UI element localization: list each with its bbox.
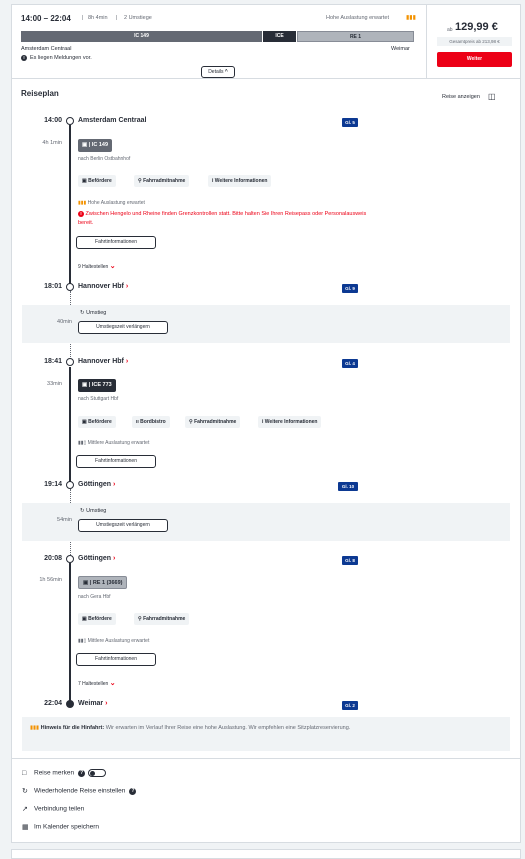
chip-fahrrad <box>134 613 189 625</box>
stop-node <box>66 358 74 366</box>
platform-badge: Gl. 4 <box>342 359 358 368</box>
next-connection-card <box>11 849 521 859</box>
stops-label: 7 Haltestellen <box>78 681 109 687</box>
note-title: Hinweis für die Hinfahrt: <box>40 725 105 731</box>
destination-node <box>66 700 74 708</box>
message-text: Es liegen Meldungen vor. <box>30 55 92 61</box>
price: 129,99 € <box>455 21 498 33</box>
train-icon: ▣ <box>83 580 89 586</box>
chip-label: Fahrradmitnahme <box>143 178 186 184</box>
share-icon: ↗ <box>22 806 28 813</box>
stop-node <box>66 283 74 291</box>
chip-label: Fahrradmitnahme <box>194 419 237 425</box>
platform-badge: Gl. 8 <box>342 556 358 565</box>
total-price: Gesamtpreis ab 213,98 € <box>437 37 512 46</box>
chevron-right-icon: › <box>125 283 129 290</box>
help-icon[interactable]: ? <box>80 769 84 776</box>
segment-ic: IC 149 <box>21 31 262 42</box>
plan-title: Reiseplan <box>21 89 59 98</box>
load-info <box>78 638 149 644</box>
departure-time: 14:00 <box>44 117 62 124</box>
chip-fahrrad <box>134 175 189 187</box>
info-icon: ▣ <box>82 178 87 184</box>
chip-label: Weitere Informationen <box>214 178 268 184</box>
bike-icon: ⚲ <box>138 178 142 184</box>
train-badge[interactable]: ▣ | IC 149 <box>78 139 112 152</box>
walk-icon: ↻ <box>80 508 85 514</box>
segment-ice: ICE <box>263 31 296 42</box>
leg-duration: 33min <box>47 381 62 387</box>
chip-fahrrad <box>185 416 240 428</box>
share-connection[interactable] <box>22 805 84 813</box>
load-label: Mittlere Auslastung erwartet <box>87 638 150 644</box>
warning-text: Zwischen Hengelo und Rheine finden Grenzkontrollen statt. Bitte halten Sie Ihren Reisepass oder Personalausweis bereit. <box>78 211 367 226</box>
chip-label: Bordbistro <box>140 419 166 425</box>
chevron-down-icon: ⌄ <box>109 263 116 270</box>
walk-icon: ↻ <box>80 310 85 316</box>
platform-badge: Gl. 2 <box>342 701 358 710</box>
stops-toggle[interactable] <box>78 679 116 687</box>
time-range: 14:00 – 22:04 <box>21 14 71 23</box>
chip-label: Fahrradmitnahme <box>143 616 186 622</box>
info-icon: ▣ <box>82 419 87 425</box>
details-label: Details <box>208 69 224 75</box>
high-load-icon: ▮▮▮ <box>406 15 416 21</box>
transfer-label <box>80 310 106 316</box>
train-number: ICE 773 <box>91 382 112 388</box>
cutlery-icon: ıı <box>136 419 139 425</box>
medium-load-icon: ▮▮▯ <box>78 440 87 446</box>
info-icon: ▣ <box>82 616 87 622</box>
transfer-box <box>22 305 510 343</box>
station-name[interactable] <box>78 555 115 562</box>
chevron-down-icon: ⌄ <box>109 680 116 687</box>
station-label: Hannover Hbf <box>78 358 124 365</box>
show-trip-link[interactable]: Reise anzeigen <box>442 94 480 100</box>
chevron-right-icon: › <box>113 555 116 562</box>
train-number: IC 149 <box>91 142 109 148</box>
transfer-label <box>80 508 106 514</box>
transfer-duration: 40min <box>57 319 72 325</box>
trip-note <box>22 717 510 751</box>
remember-label: Reise merken <box>34 769 75 777</box>
share-label: Verbindung teilen <box>34 805 85 813</box>
train-direction: nach Stuttgart Hbf <box>78 396 119 402</box>
chip-label: Befördere <box>88 616 112 622</box>
station-label: Göttingen <box>78 555 112 562</box>
stops-label: 9 Haltestellen <box>78 264 109 270</box>
leg-line <box>69 563 71 701</box>
separator: | <box>82 15 84 21</box>
leg-duration: 4h 1min <box>42 140 62 146</box>
stops-toggle[interactable] <box>78 262 116 270</box>
leg-duration: 1h 56min <box>39 577 62 583</box>
chip-befoerderer <box>78 613 116 625</box>
save-calendar[interactable] <box>22 823 99 831</box>
load-label: Mittlere Auslastung erwartet <box>87 440 150 446</box>
continue-button[interactable]: Weiter <box>437 52 512 67</box>
arrival-time: 19:14 <box>44 481 62 488</box>
train-number: RE 1 (3669) <box>92 580 123 586</box>
connection-summary <box>12 5 426 80</box>
chip-weitere-info[interactable] <box>258 416 321 428</box>
arrival-time: 22:04 <box>44 700 62 707</box>
train-icon: ▣ <box>82 382 88 388</box>
chip-label: Weitere Informationen <box>264 419 318 425</box>
departure-time: 18:41 <box>44 358 62 365</box>
stop-node <box>66 555 74 563</box>
train-badge[interactable]: ▣ | ICE 773 <box>78 379 116 392</box>
trip-duration: 8h 4min <box>88 15 108 21</box>
calendar-icon: ▦ <box>22 824 29 831</box>
info-icon: ! <box>21 55 27 61</box>
chip-befoerderer <box>78 416 116 428</box>
recurring-label: Wiederholende Reise einstellen <box>34 787 126 795</box>
high-load-icon: ▮▮▮ <box>30 725 40 731</box>
extend-transfer-button[interactable]: Umstiegszeit verlängern <box>78 321 168 334</box>
load-info <box>78 440 149 446</box>
remember-toggle[interactable] <box>88 769 106 777</box>
bike-icon: ⚲ <box>189 419 193 425</box>
station-label: Weimar <box>78 700 104 707</box>
bike-icon: ⚲ <box>138 616 142 622</box>
extend-transfer-button[interactable]: Umstiegszeit verlängern <box>78 519 168 532</box>
load-info <box>78 200 145 206</box>
high-load-icon: ▮▮▮ <box>78 200 87 206</box>
chip-weitere-info[interactable] <box>208 175 271 187</box>
info-icon: i <box>262 419 264 425</box>
leg-line <box>69 125 71 290</box>
leg-line <box>69 367 71 485</box>
train-direction: nach Berlin Ostbahnhof <box>78 156 131 162</box>
separator: | <box>116 15 118 21</box>
trip-info-button[interactable]: Fahrtinformationen <box>76 455 156 468</box>
platform-badge: Gl. 10 <box>338 482 358 491</box>
medium-load-icon: ▮▮▯ <box>78 638 87 644</box>
transfer-text: Umstieg <box>86 508 107 514</box>
connection-summary-card <box>11 4 521 79</box>
station-label: Göttingen <box>78 481 112 488</box>
load-label: Hohe Auslastung erwartet <box>87 200 145 206</box>
station-name[interactable] <box>78 481 115 488</box>
warning-icon: ! <box>78 211 84 217</box>
chevron-up-icon: ^ <box>224 69 228 75</box>
info-icon: i <box>212 178 214 184</box>
station-label: Hannover Hbf <box>78 283 124 290</box>
departure-time: 20:08 <box>44 555 62 562</box>
price-panel <box>426 5 522 80</box>
load-warning: Hohe Auslastung erwartet <box>326 15 389 21</box>
station-name[interactable] <box>78 283 128 290</box>
bookmark-icon: □ <box>22 769 27 777</box>
transfer-count: 2 Umstiege <box>124 15 152 21</box>
station-name: Amsterdam Centraal <box>78 117 147 124</box>
remember-trip[interactable] <box>22 769 106 777</box>
station-name[interactable] <box>78 358 128 365</box>
train-direction: nach Gera Hbf <box>78 594 111 600</box>
chip-label: Befördere <box>88 178 112 184</box>
transfer-duration: 54min <box>57 517 72 523</box>
stop-node <box>66 117 74 125</box>
repeat-icon: ↻ <box>22 788 28 795</box>
chip-bordbistro <box>132 416 170 428</box>
help-icon[interactable]: ? <box>131 787 135 794</box>
station-name[interactable] <box>78 700 107 707</box>
train-badge[interactable]: ▣ | RE 1 (3669) <box>78 576 127 589</box>
chip-label: Befördere <box>88 419 112 425</box>
trip-plan-card <box>11 78 521 759</box>
segment-re: RE 1 <box>297 31 414 42</box>
calendar-label: Im Kalender speichern <box>34 823 100 831</box>
transfer-box <box>22 503 510 541</box>
trip-info-button[interactable]: Fahrtinformationen <box>76 653 156 666</box>
stop-node <box>66 481 74 489</box>
destination-station: Weimar <box>391 46 410 52</box>
warning-message <box>78 210 368 227</box>
origin-station: Amsterdam Centraal <box>21 46 72 52</box>
arrival-time: 18:01 <box>44 283 62 290</box>
chevron-right-icon: › <box>105 700 108 707</box>
note-text: Wir erwarten im Verlauf Ihrer Reise eine hohe Auslastung. Wir empfehlen eine Sitzplatzreservierung. <box>105 725 351 731</box>
chevron-right-icon: › <box>113 481 116 488</box>
price-prefix: ab <box>447 27 453 33</box>
trip-actions <box>11 759 521 843</box>
recurring-trip[interactable] <box>22 787 136 795</box>
details-button[interactable] <box>201 66 235 78</box>
chip-befoerderer <box>78 175 116 187</box>
platform-badge: Gl. 5 <box>342 118 358 127</box>
chevron-right-icon: › <box>125 358 129 365</box>
trip-info-button[interactable]: Fahrtinformationen <box>76 236 156 249</box>
transfer-text: Umstieg <box>86 310 107 316</box>
map-icon[interactable]: ◫ <box>488 92 496 101</box>
train-icon: ▣ <box>82 142 88 148</box>
platform-badge: Gl. 9 <box>342 284 358 293</box>
